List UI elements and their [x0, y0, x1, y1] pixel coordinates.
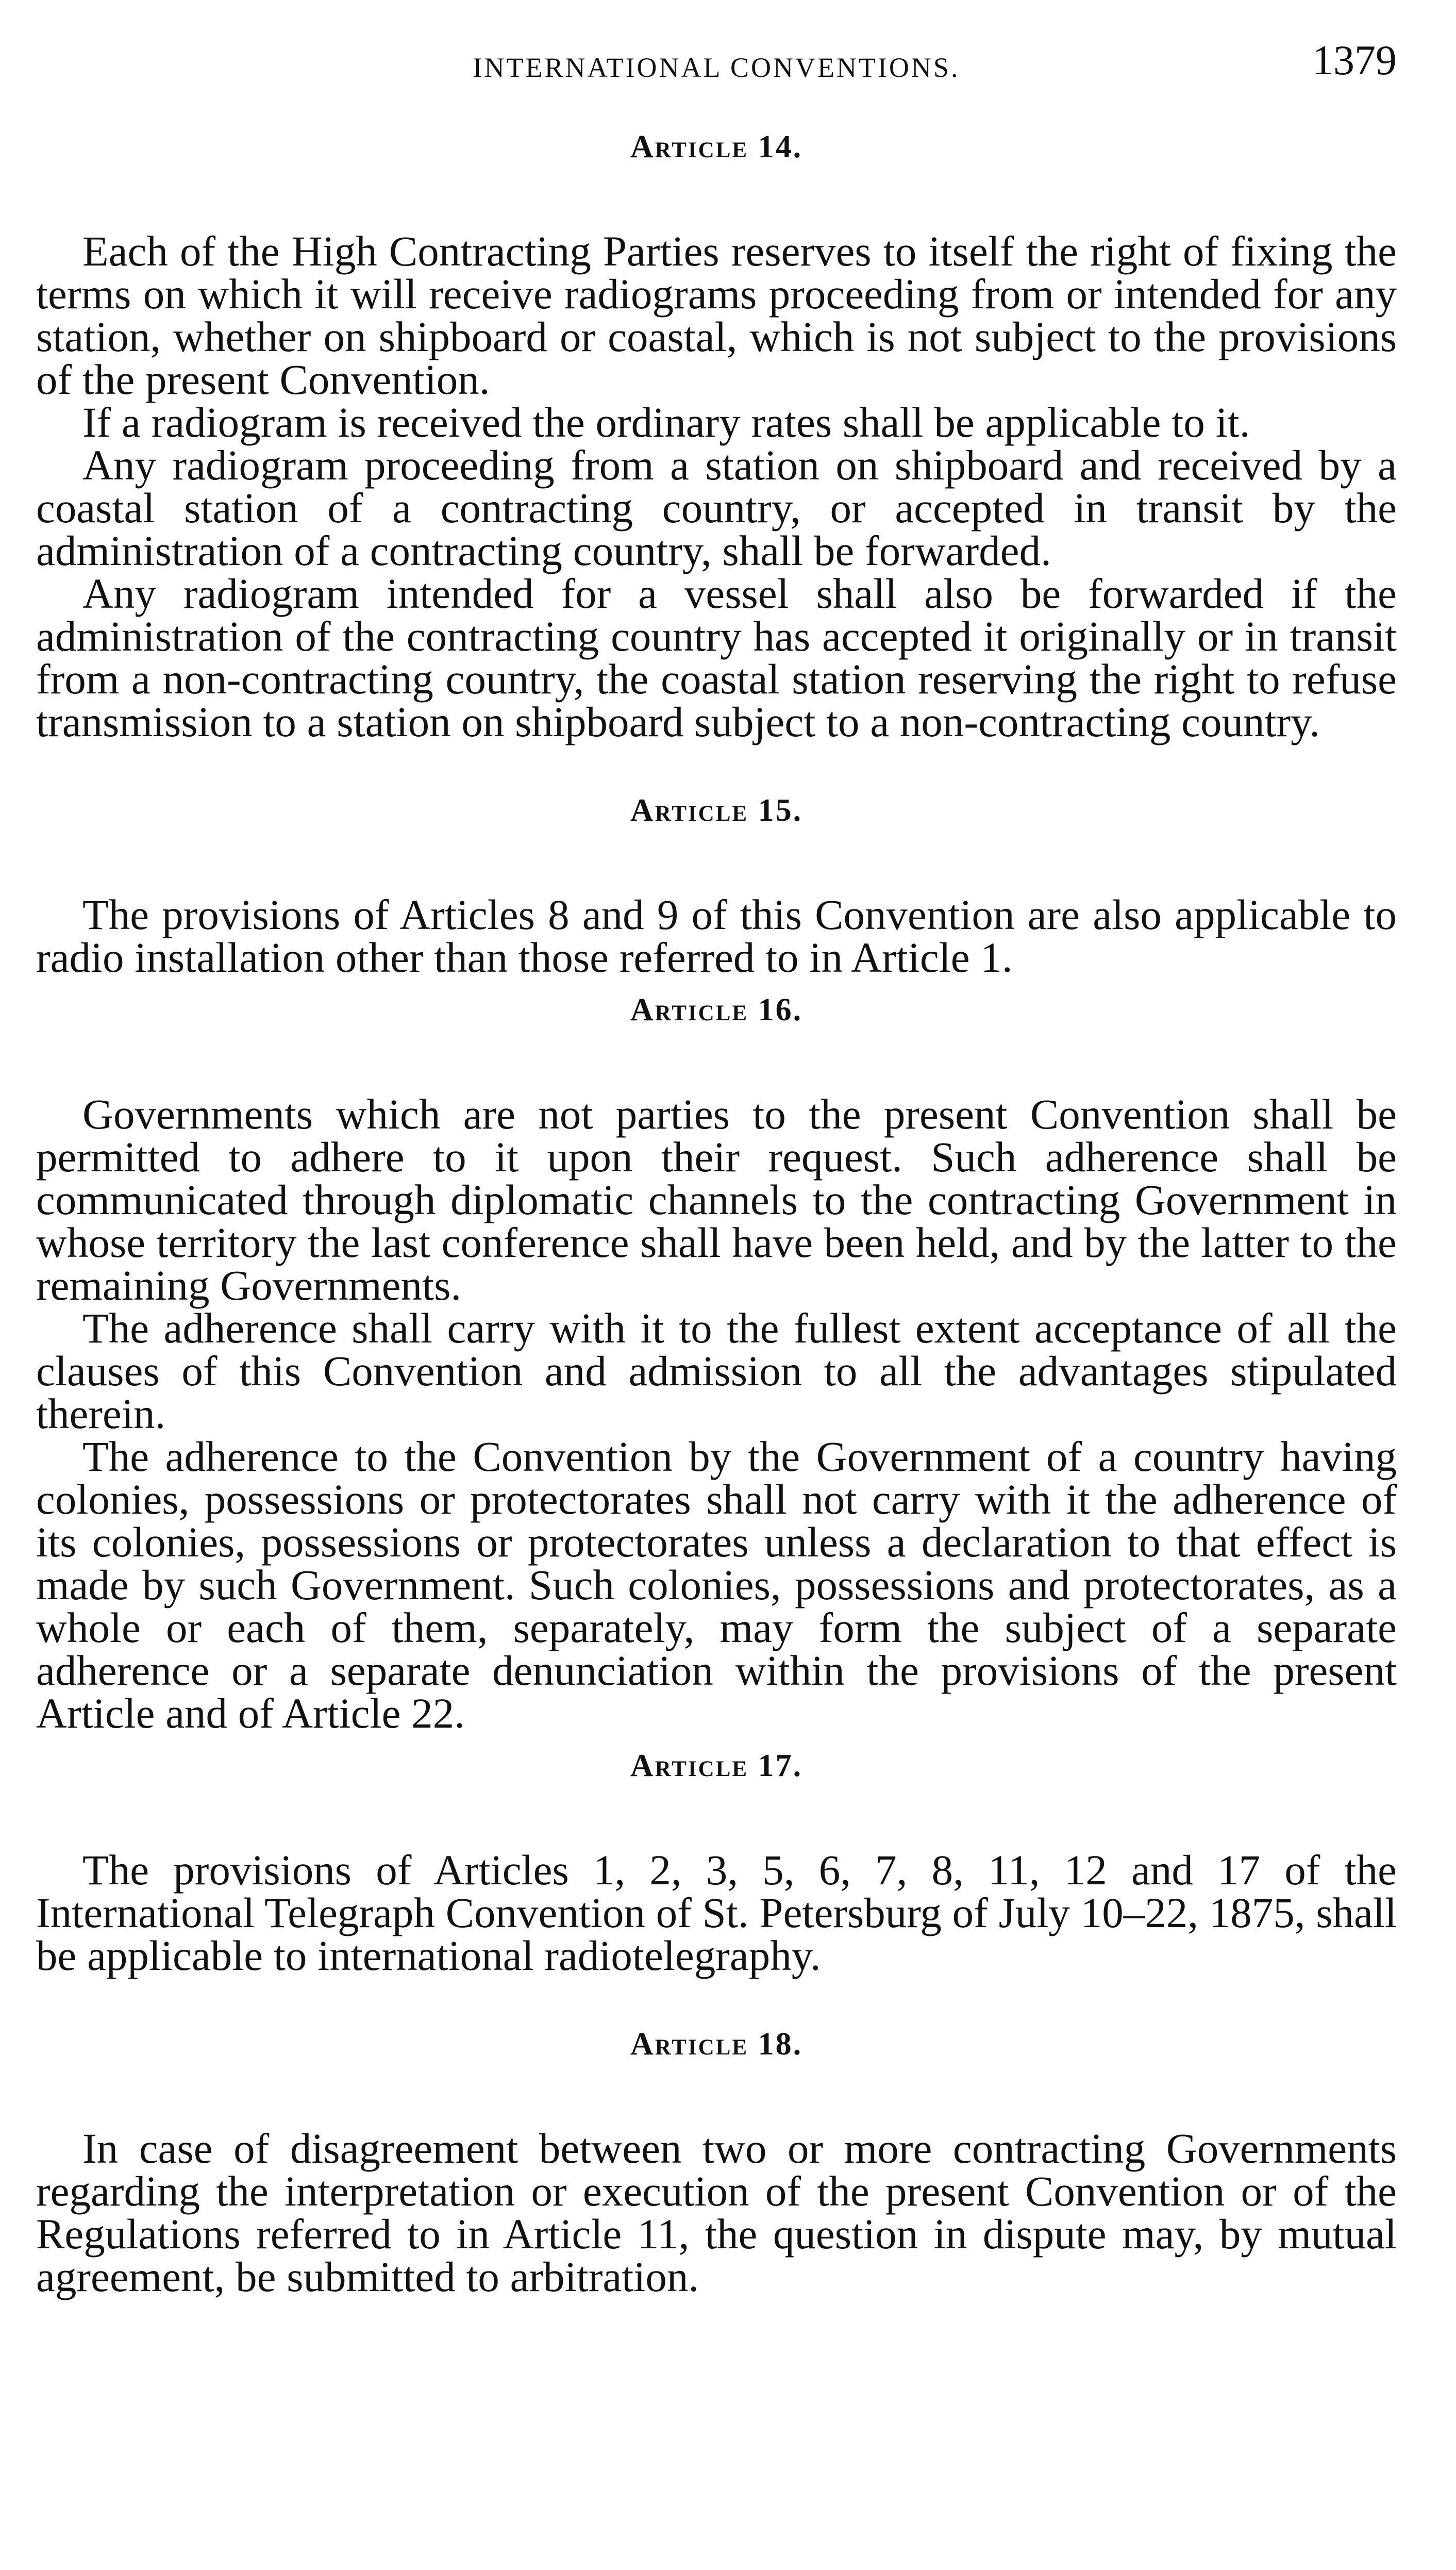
article-17 [36, 1748, 1397, 1977]
article-14-paragraph-3: Any radiogram proceeding from a station on shipboard and received by a coastal station of a contracting country, or accepted in transit by the administration of a contracting country, shall be forwarded. [36, 441, 1397, 574]
article-14-paragraph-2: If a radiogram is received the ordinary rates shall be applicable to it. [82, 399, 1250, 446]
document-page [36, 31, 1397, 2298]
article-17-heading: Article 17. [630, 1748, 803, 1783]
running-title: INTERNATIONAL CONVENTIONS. [473, 52, 960, 83]
article-15-heading: Article 15. [630, 793, 803, 828]
article-14-heading: Article 14. [630, 129, 803, 164]
article-16-heading: Article 16. [630, 992, 803, 1027]
article-14-paragraph-4: Any radiogram intended for a vessel shall also be forwarded if the administration of the contracting country has accepted it originally or in transit from a non-contracting country, the coastal station reserving the right to refuse transmission to a station on shipboard subject to a non-contracting country. [36, 570, 1397, 745]
article-16 [36, 992, 1397, 1735]
article-18-heading: Article 18. [630, 2027, 803, 2062]
article-17-paragraph-1: The provisions of Articles 1, 2, 3, 5, 6, 7, 8, 11, 12 and 17 of the International Telegraph Convention of St. Petersburg of July 10–22, 1875, shall be applicable to international radiotelegraphy. [36, 1846, 1397, 1979]
article-15 [36, 792, 1397, 979]
running-header [36, 31, 1397, 93]
article-14-paragraph-1: Each of the High Contracting Parties reserves to itself the right of fixing the terms on which it will receive radiograms proceeding from or intended for any station, whether on shipboard or coastal, which is not subject to the provisions of the present Convention. [36, 227, 1397, 403]
article-14 [36, 129, 1397, 743]
article-16-paragraph-1: Governments which are not parties to the present Convention shall be permitted to adhere to it upon their request. Such adherence shall be communicated through diplomatic channels to the contracting Government in whose territory the last conference shall have been held, and by the latter to the remaining Governments. [36, 1090, 1397, 1309]
article-16-paragraph-3: The adherence to the Convention by the Government of a country having colonies, possessions or protectorates shall not carry with it the adherence of its colonies, possessions or protectorates unless a declaration to that effect is made by such Government. Such colonies, possessions and protectorates, as a whole or each of them, separately, may form the subject of a separate adherence or a separate denunciation within the provisions of the present Article and of Article 22. [36, 1433, 1397, 1737]
article-18-paragraph-1: In case of disagreement between two or more contracting Governments regarding the interpretation or execution of the present Convention or of the Regulations referred to in Article 11, the question in dispute may, by mutual agreement, be submitted to arbitration. [36, 2125, 1397, 2300]
page-number: 1379 [1312, 37, 1397, 84]
article-18 [36, 2026, 1397, 2298]
article-15-paragraph-1: The provisions of Articles 8 and 9 of this Convention are also applicable to radio installation other than those referred to in Article 1. [36, 891, 1397, 981]
article-16-paragraph-2: The adherence shall carry with it to the fullest extent acceptance of all the clauses of this Convention and admission to all the advantages stipulated therein. [36, 1304, 1397, 1437]
